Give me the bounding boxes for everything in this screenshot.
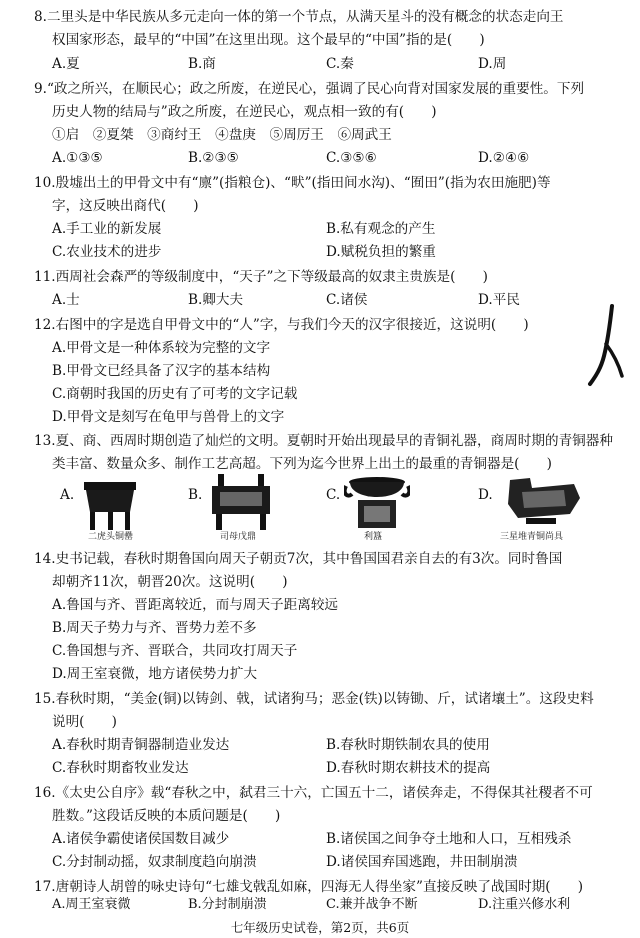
q14-stem-line1: 14.史书记载，春秋时期鲁国向周天子朝贡7次，其中鲁国国君亲自去的有3次。同时鲁国: [34, 551, 563, 567]
q13-caption-a: 二虎头铜罍: [88, 532, 134, 542]
q16-stem-line2: 胜数。”这段话反映的本质问题是( ): [52, 808, 281, 824]
bronze-vessel-a-image: [78, 478, 142, 532]
q15-option-c: C.春秋时期畜牧业发达: [52, 760, 189, 776]
q12-option-a: A.甲骨文是一种体系较为完整的文字: [52, 340, 271, 356]
q8-option-c: C.秦: [326, 56, 354, 72]
q11-stem-line1: 11.西周社会森严的等级制度中，“天子”之下等级最高的奴隶主贵族是( ): [34, 269, 488, 285]
q12-stem-line1: 12.右图中的字是选自甲骨文中的“人”字，与我们今天的汉字很接近，这说明( ): [34, 317, 529, 333]
q10-option-d: D.赋税负担的繁重: [326, 244, 436, 260]
q9-items: ①启 ②夏桀 ③商纣王 ④盘庚 ⑤周厉王 ⑥周武王: [52, 127, 392, 143]
q14-option-c: C.鲁国想与齐、晋联合，共同攻打周天子: [52, 643, 298, 659]
simuwu-ding-image: [206, 472, 276, 532]
q16-option-b: B.诸侯国之间争夺土地和人口，互相残杀: [326, 831, 572, 847]
q13-option-b: B.: [188, 487, 203, 503]
q14-option-b: B.周天子势力与齐、晋势力差不多: [52, 620, 257, 636]
q17-option-b: B.分封制崩溃: [188, 897, 267, 912]
q8-stem-line1: 8.二里头是中华民族从多元走向一体的第一个节点，从满天星斗的没有概念的状态走向王: [34, 9, 564, 25]
q16-option-a: A.诸侯争霸使诸侯国数目减少: [52, 831, 230, 847]
q8-option-a: A.夏: [52, 56, 80, 72]
q10-option-a: A.手工业的新发展: [52, 221, 162, 237]
q16-option-c: C.分封制动摇，奴隶制度趋向崩溃: [52, 854, 257, 870]
q16-stem-line1: 16.《太史公自序》载“春秋之中，弑君三十六，亡国五十二，诸侯奔走，不得保其社稷者不可: [34, 785, 593, 801]
q13-caption-b: 司母戊鼎: [220, 532, 257, 542]
li-gui-image: [344, 474, 410, 530]
q14-stem-line2: 却朝齐11次，朝晋20次。这说明( ): [52, 574, 288, 590]
q10-stem-line2: 字，这反映出商代( ): [52, 198, 199, 214]
q9-stem-line2: 历史人物的结局与”政之所废，在逆民心，观点相一致的有( ): [52, 104, 437, 120]
q13-stem-line2: 类丰富、数量众多、制作工艺高超。下列为迄今世界上出土的最重的青铜器是( ): [52, 456, 552, 472]
q9-stem-line1: 9.“政之所兴，在顺民心；政之所废，在逆民心，强调了民心向背对国家发展的重要性。下列: [34, 81, 585, 97]
q15-option-a: A.春秋时期青铜器制造业发达: [52, 737, 230, 753]
q10-stem-line1: 10.殷墟出土的甲骨文中有“廪”(指粮仓)、“畎”(指田间水沟)、“囿田”(指为农田施肥)等: [34, 175, 551, 191]
q14-option-a: A.鲁国与齐、晋距离较近，而与周天子距离较远: [52, 597, 339, 613]
q10-option-b: B.私有观念的产生: [326, 221, 436, 237]
q8-option-d: D.周: [478, 56, 507, 72]
q13-option-a: A.: [60, 487, 75, 503]
q8-stem-line2: 权国家形态，最早的“中国”在这里出现。这个最早的“中国”指的是( ): [52, 32, 485, 48]
q9-option-b: B.②③⑤: [188, 150, 239, 166]
q11-option-d: D.平民: [478, 292, 520, 308]
q13-option-c: C.: [326, 487, 341, 503]
page-footer: 七年级历史试卷，第2页，共6页: [230, 920, 410, 935]
q9-option-a: A.①③⑤: [52, 150, 103, 166]
q17-option-c: C.兼并战争不断: [326, 897, 418, 912]
oracle-bone-ren-character-image: [582, 300, 630, 390]
q13-option-d: D.: [478, 487, 493, 503]
q17-option-a: A.周王室衰微: [52, 897, 131, 912]
q15-stem-line2: 说明( ): [52, 714, 117, 730]
q11-option-b: B.卿大夫: [188, 292, 244, 308]
q8-option-b: B.商: [188, 56, 216, 72]
sanxingdui-bronze-image: [500, 474, 584, 528]
q11-option-a: A.士: [52, 292, 80, 308]
q15-option-d: D.春秋时期农耕技术的提高: [326, 760, 491, 776]
q17-option-d: D.注重兴修水利: [478, 897, 571, 912]
q15-option-b: B.春秋时期铁制农具的使用: [326, 737, 490, 753]
q15-stem-line1: 15.春秋时期，“美金(铜)以铸剑、戟，试诸狗马；恶金(铁)以铸锄、斤，试诸壤土”。这段史料: [34, 691, 594, 707]
q12-option-c: C.商朝时我国的历史有了可考的文字记载: [52, 386, 298, 402]
q9-option-c: C.③⑤⑥: [326, 150, 377, 166]
q13-stem-line1: 13.夏、商、西周时期创造了灿烂的文明。夏朝时开始出现最早的青铜礼器，商周时期的青铜器种: [34, 433, 613, 449]
q16-option-d: D.诸侯国弃国逃跑，井田制崩溃: [326, 854, 518, 870]
q10-option-c: C.农业技术的进步: [52, 244, 162, 260]
q12-option-d: D.甲骨文是刻写在龟甲与兽骨上的文字: [52, 409, 285, 425]
q17-stem-line1: 17.唐朝诗人胡曾的咏史诗句“七雄戈戟乱如麻，四海无人得坐家”直接反映了战国时期( ): [34, 879, 584, 895]
q14-option-d: D.周王室衰微，地方诸侯势力扩大: [52, 666, 258, 682]
q12-option-b: B.甲骨文已经具备了汉字的基本结构: [52, 363, 271, 379]
q13-caption-d: 三星堆青铜尚具: [500, 532, 564, 542]
q13-caption-c: 利簋: [364, 532, 383, 542]
q11-option-c: C.诸侯: [326, 292, 368, 308]
q9-option-d: D.②④⑥: [478, 150, 530, 166]
